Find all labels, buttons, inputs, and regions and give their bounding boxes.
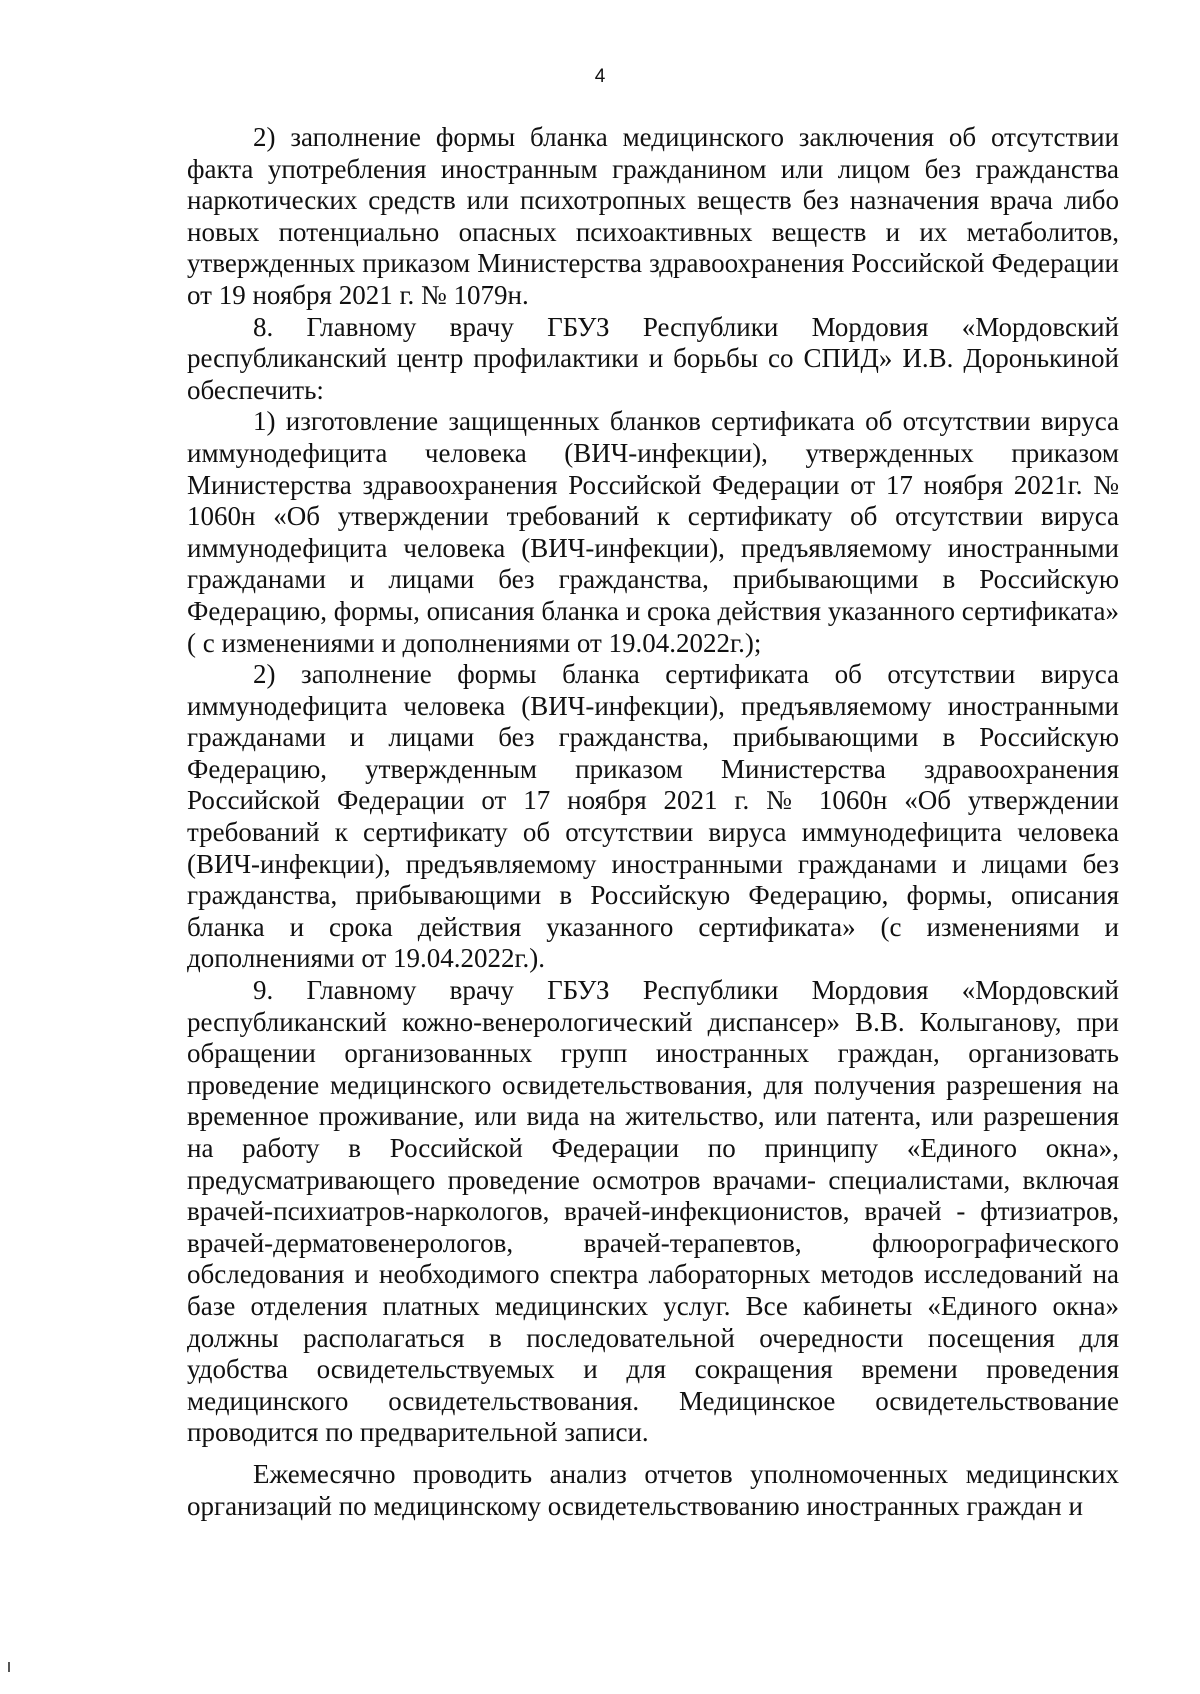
paragraph-item-2-certificate-form: 2) заполнение формы бланка сертификата об отсутствии вируса иммунодефицита человека (ВИЧ-инфекции), предъявляемому иностранными гражданами и лицами без гражданства, прибывающими в Российскую Федерацию, утвержденным приказом Министерства здравоохранения Российской Федерации от 17 ноября 2021 г. № 1060н «Об утверждении требований к сертификату об отсутствии вируса иммунодефицита человека (ВИЧ-инфекции), предъявляемому иностранными гражданами и лицами без гражданства, прибывающими в Российскую Федерацию, формы, описания бланка и срока действия указанного сертификата» (с изменениями и дополнениями от 19.04.2022г.). — [187, 659, 1119, 974]
paragraph-item-2-conclusion-form: 2) заполнение формы бланка медицинского заключения об отсутствии факта употребления иностранным гражданином или лицом без гражданства наркотических средств или психотропных веществ без назначения врача либо новых потенциально опасных психоактивных веществ и их метаболитов, утвержденных приказом Министерства здравоохранения Российской Федерации от 19 ноября 2021 г. № 1079н. — [187, 122, 1119, 310]
page-number: 4 — [594, 66, 606, 87]
paragraph-clause-9: 9. Главному врачу ГБУЗ Республики Мордовия «Мордовский республиканский кожно-венерологический диспансер» В.В. Колыганову, при обращении организованных групп иностранных граждан, организовать проведение медицинского освидетельствования, для получения разрешения на временное проживание, или вида на жительство, или патента, или разрешения на работу в Российской Федерации по принципу «Единого окна», предусматривающего проведение осмотров врачами- специалистами, включая врачей-психиатров-наркологов, врачей-инфекционистов, врачей - фтизиатров, врачей-дерматовенерологов, врачей-терапевтов, флюорографического обследования и необходимого спектра лабораторных методов исследований на базе отделения платных медицинских услуг. Все кабинеты «Единого окна» должны располагаться в последовательной очередности посещения для удобства освидетельствуемых и для сокращения времени проведения медицинского освидетельствования. Медицинское освидетельствование проводится по предварительной записи. — [187, 975, 1119, 1448]
paragraph-clause-8: 8. Главному врачу ГБУЗ Республики Мордовия «Мордовский республиканский центр профилактики и борьбы со СПИД» И.В. Доронькиной обеспечить: — [187, 311, 1119, 405]
paragraph-item-1-certificate-blanks: 1) изготовление защищенных бланков сертификата об отсутствии вируса иммунодефицита человека (ВИЧ-инфекции), утвержденных приказом Министерства здравоохранения Российской Федерации от 17 ноября 2021г. № 1060н «Об утверждении требований к сертификату об отсутствии вируса иммунодефицита человека (ВИЧ-инфекции), предъявляемому иностранными гражданами и лицами без гражданства, прибывающими в Российскую Федерацию, формы, описания бланка и срока действия указанного сертификата» ( с изменениями и дополнениями от 19.04.2022г.); — [187, 406, 1119, 658]
document-body — [187, 122, 1119, 1522]
paragraph-monthly-analysis: Ежемесячно проводить анализ отчетов уполномоченных медицинских организаций по медицинскому освидетельствованию иностранных граждан и — [187, 1458, 1119, 1521]
scan-artifact-mark — [8, 1662, 10, 1672]
